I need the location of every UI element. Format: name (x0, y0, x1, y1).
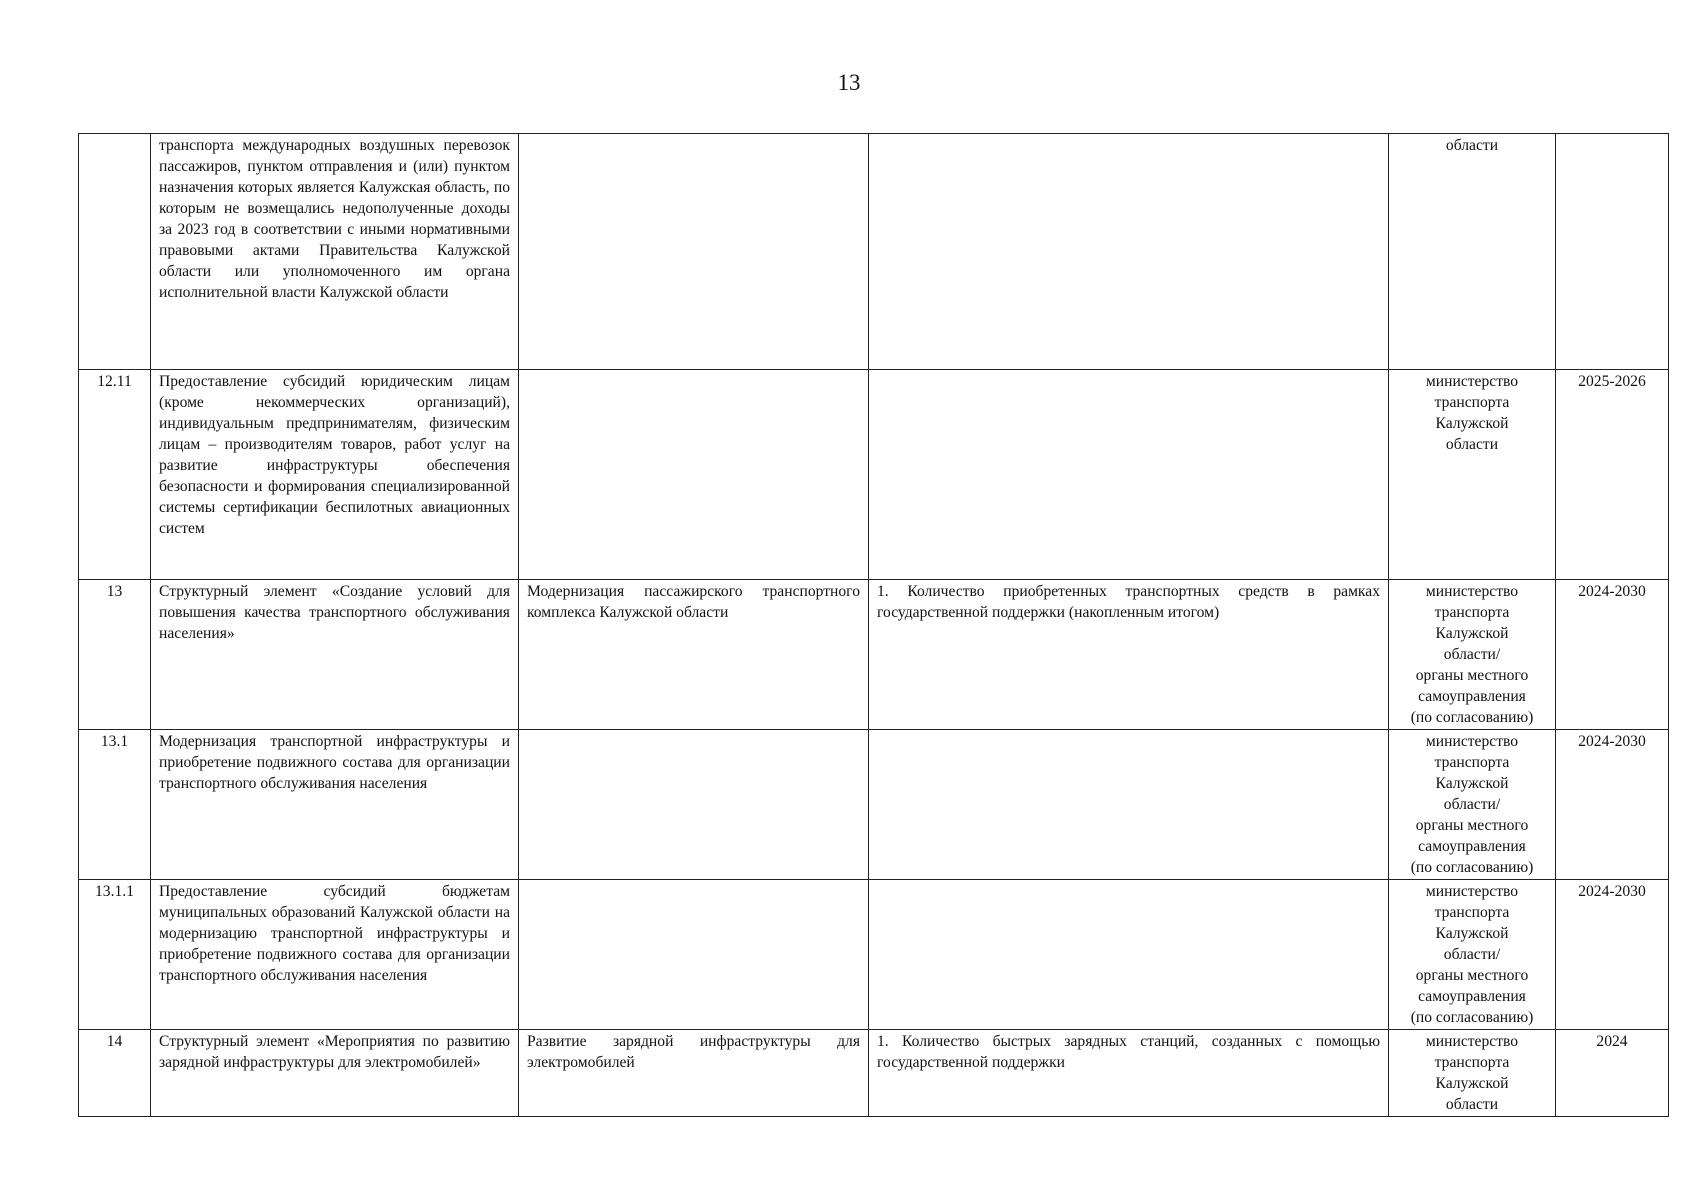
table-row (79, 730, 1669, 880)
period-cell: 2024-2030 (1556, 580, 1669, 730)
responsible-cell: министерство транспорта Калужской области (1389, 370, 1556, 580)
responsible-cell: области (1389, 134, 1556, 370)
period-cell: 2024-2030 (1556, 730, 1669, 880)
row-number-cell: 14 (79, 1030, 151, 1117)
responsible-cell: министерство транспорта Калужской области/ органы местного самоуправления (по согласованию) (1389, 880, 1556, 1030)
task-cell: Развитие зарядной инфраструктуры для электромобилей (519, 1030, 869, 1117)
table-row (79, 1030, 1669, 1117)
period-cell: 2024 (1556, 1030, 1669, 1117)
task-cell (519, 370, 869, 580)
table-row (79, 134, 1669, 370)
indicator-cell (869, 880, 1389, 1030)
table-row (79, 880, 1669, 1030)
responsible-cell: министерство транспорта Калужской области/ органы местного самоуправления (по согласованию) (1389, 730, 1556, 880)
indicator-cell (869, 134, 1389, 370)
period-cell: 2024-2030 (1556, 880, 1669, 1030)
page-number: 13 (837, 70, 861, 95)
responsible-cell: министерство транспорта Калужской области (1389, 1030, 1556, 1117)
responsible-cell: министерство транспорта Калужской области/ органы местного самоуправления (по согласованию) (1389, 580, 1556, 730)
measure-name-cell: Структурный элемент «Мероприятия по развитию зарядной инфраструктуры для электромобилей» (151, 1030, 519, 1117)
row-number-cell: 13.1 (79, 730, 151, 880)
measure-name-cell: Предоставление субсидий бюджетам муниципальных образований Калужской области на модернизацию транспортной инфраструктуры и приобретение подвижного состава для организации транспортного обслуживания населения (151, 880, 519, 1030)
period-cell (1556, 134, 1669, 370)
measures-table (78, 133, 1669, 1117)
task-cell (519, 134, 869, 370)
task-cell (519, 880, 869, 1030)
task-cell: Модернизация пассажирского транспортного комплекса Калужской области (519, 580, 869, 730)
period-cell: 2025-2026 (1556, 370, 1669, 580)
row-number-cell: 13 (79, 580, 151, 730)
row-number-cell (79, 134, 151, 370)
measure-name-cell: Структурный элемент «Создание условий для повышения качества транспортного обслуживания населения» (151, 580, 519, 730)
indicator-cell: 1. Количество приобретенных транспортных средств в рамках государственной поддержки (накопленным итогом) (869, 580, 1389, 730)
table-row (79, 580, 1669, 730)
indicator-cell: 1. Количество быстрых зарядных станций, созданных с помощью государственной поддержки (869, 1030, 1389, 1117)
table-row (79, 370, 1669, 580)
measure-name-cell: Предоставление субсидий юридическим лицам (кроме некоммерческих организаций), индивидуальным предпринимателям, физическим лицам – производителям товаров, работ услуг на развитие инфраструктуры обеспечения безопасности и формирования специализированной системы сертификации беспилотных авиационных систем (151, 370, 519, 580)
indicator-cell (869, 370, 1389, 580)
measure-name-cell: Модернизация транспортной инфраструктуры и приобретение подвижного состава для организации транспортного обслуживания населения (151, 730, 519, 880)
indicator-cell (869, 730, 1389, 880)
row-number-cell: 12.11 (79, 370, 151, 580)
task-cell (519, 730, 869, 880)
measure-name-cell: транспорта международных воздушных перевозок пассажиров, пунктом отправления и (или) пунктом назначения которых является Калужская область, по которым не возмещались недополученные доходы за 2023 год в соответствии с иными нормативными правовыми актами Правительства Калужской области или уполномоченного им органа исполнительной власти Калужской области (151, 134, 519, 370)
row-number-cell: 13.1.1 (79, 880, 151, 1030)
